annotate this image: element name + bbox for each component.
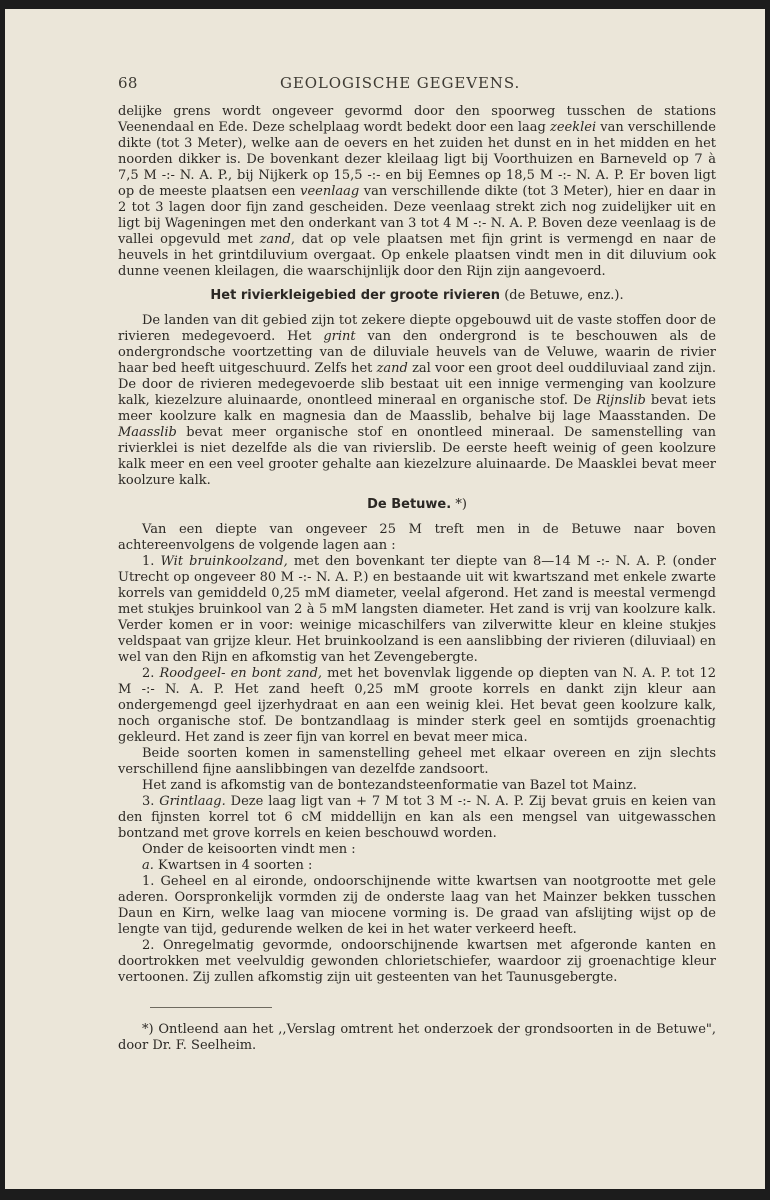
list-item-roodgeel-zand: 2. Roodgeel- en bont zand, met het bovenvlak liggende op diepten van N. A. P. tot 12 M -:- N. A. P. Het zand heeft 0,25 mM groote korrels en dankt zijn kleur aan ondergemengd geel ijzerhydraat en aan een weinig klei. Het bevat geen koolzure kalk, noch organische stof. De bontzandlaag is minder sterk geel en somtijds groenachtig gekleurd. Het zand is zeer fijn van korrel en bevat meer mica. bbox=[118, 666, 717, 745]
section-heading-betuwe: De Betuwe. *) bbox=[367, 497, 467, 512]
list-item-grintlaag: 3. Grintlaag. Deze laag ligt van + 7 M tot 3 M -:- N. A. P. Zij bevat gruis en keien van den fijnsten korrel tot 6 cM middellijn en kan als een mengsel van uitgewasschen bontzand met grove korrels en keien beschouwd worden. bbox=[118, 794, 716, 841]
footnote-text: *) Ontleend aan het ,,Verslag omtrent het onderzoek der grondsoorten in de Betuwe", door Dr. F. Seelheim. bbox=[118, 1022, 716, 1053]
running-title: GEOLOGISCHE GEGEVENS. bbox=[280, 74, 521, 92]
sub-item-eironde-kwartsen: 1. Geheel en al eironde, ondoorschijnende witte kwartsen van nootgrootte met gele aderen. Oorspronkelijk vormden zij de onderste laag van het Mainzer bekken tusschen Daun en Kirn, welke laag van miocene vorming is. De graad van afslijting wijst op de lengte van tijd, gedurende welken de kei in het water verkeerd heeft. bbox=[118, 874, 716, 937]
body-text bbox=[118, 104, 716, 986]
paragraph-rivierkleigebied: De landen van dit gebied zijn tot zekere diepte opgebouwd uit de vaste stoffen door de rivieren medegevoerd. Het grint van den ondergrond is te beschouwen als de ondergrondsche voortzetting van de diluviale heuvels van de Veluwe, waarin de rivier haar bed heeft uitgeschuurd. Zelfs het zand zal voor een groot deel ouddiluviaal zand zijn. De door de rivieren medegevoerde slib bestaat uit een innige vermenging van koolzure kalk, kiezelzure aluinaarde, onontleed mineraal en organische stof. De Rijnslib bevat iets meer koolzure kalk en magnesia dan de Maasslib, behalve bij lage Maasstanden. De Maasslib bevat meer organische stof en onontleed mineraal. De samenstelling van rivierklei is niet dezelfde als die van rivierslib. De eerste heeft weinig of geen koolzure kalk meer en een veel grooter gehalte aan kiezelzure aluinaarde. De Maasklei bevat meer koolzure kalk. bbox=[118, 313, 716, 488]
paragraph-beide-soorten: Beide soorten komen in samenstelling geheel met elkaar overeen en zijn slechts verschillend fijne aanslibbingen van dezelfde zandsoort. bbox=[118, 746, 716, 777]
paragraph-vallei: delijke grens wordt ongeveer gevormd door den spoorweg tusschen de stations Veenendaal en Ede. Deze schelplaag wordt bedekt door een laag zeeklei van verschillende dikte (tot 3 Meter), welke aan de oevers en het zuiden het dunst en in het midden en het noorden dikker is. De bovenkant dezer kleilaag ligt bij Voorthuizen en Barneveld op 7 à 7,5 M -:- N. A. P., bij Nijkerk op 15,5 -:- en bij Eemnes op 18,5 M -:- N. A. P. Er boven ligt op de meeste plaatsen een veenlaag van verschillende dikte (tot 3 Meter), hier en daar in 2 tot 3 lagen door fijn zand gescheiden. Deze veenlaag strekt zich nog zuidelijker uit en ligt bij Wageningen met den onderkant van 3 tot 4 M -:- N. A. P. Boven deze veenlaag is de vallei opgevuld met zand, dat op vele plaatsen met fijn grint is vermengd en naar de heuvels in het grintdiluvium overgaat. Op enkele plaatsen vindt men in dit diluvium ook dunne veenen kleilagen, die waarschijnlijk door den Rijn zijn aangevoerd. bbox=[118, 104, 716, 279]
paragraph-keisoorten: Onder de keisoorten vindt men : bbox=[142, 842, 356, 857]
footnote-divider bbox=[150, 1007, 272, 1008]
paragraph-afkomstig: Het zand is afkomstig van de bontezandsteenformatie van Bazel tot Mainz. bbox=[142, 778, 637, 793]
list-item-bruinkoolzand: 1. Wit bruinkoolzand, met den bovenkant ter diepte van 8—14 M -:- N. A. P. (onder Utrecht op ongeveer 80 M -:- N. A. P.) en bestaande uit wit kwartszand met enkele zwarte korrels van gemiddeld 0,25 mM diameter, veelal afgerond. Het zand is meestal vermengd met stukjes bruinkool van 2 à 5 mM langsten diameter. Het zand is vrij van koolzure kalk. Verder komen er in voor: weinige micaschilfers van zilverwitte kleur en kleine stukjes veldspaat van grijze kleur. Het bruinkoolzand is een aanslibbing der rivieren (diluviaal) en wel van den Rijn en afkomstig van het Zevengebergte. bbox=[118, 554, 716, 665]
book-page bbox=[5, 9, 765, 1189]
paragraph-kwartsen: a. Kwartsen in 4 soorten : bbox=[142, 858, 313, 873]
section-heading-rivierkleigebied: Het rivierkleigebied der groote rivieren (de Betuwe, enz.). bbox=[210, 288, 624, 303]
sub-item-onregelmatige-kwartsen: 2. Onregelmatig gevormde, ondoorschijnende kwartsen met afgeronde kanten en doortrokken met veelvuldig gewonden chlorietschiefer, waardoor zij groenachtige kleur vertoonen. Zij zullen afkomstig zijn uit gesteenten van het Taunusgebergte. bbox=[118, 938, 716, 985]
footnote bbox=[118, 1022, 716, 1054]
page-number: 68 bbox=[118, 74, 138, 92]
paragraph-betuwe-intro: Van een diepte van ongeveer 25 M treft men in de Betuwe naar boven achtereenvolgens de volgende lagen aan : bbox=[118, 522, 716, 553]
